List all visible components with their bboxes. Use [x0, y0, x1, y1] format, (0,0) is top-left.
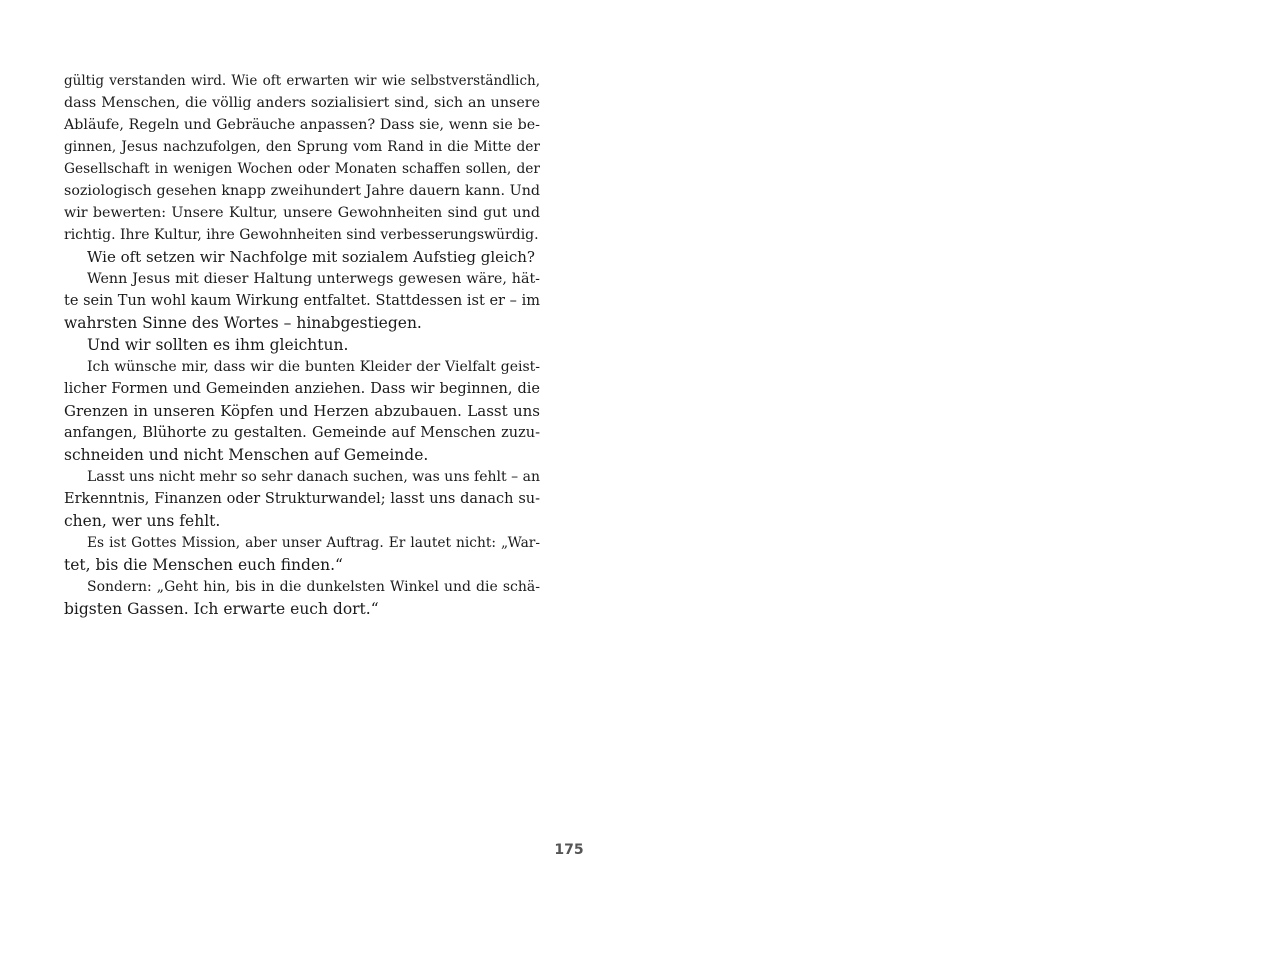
- text-line: gültig verstanden wird. Wie oft erwarten wir wie selbstverständlich,: [64, 73, 540, 89]
- text-line: wahrsten Sinne des Wortes – hinabgestiegen.: [64, 314, 422, 332]
- text-line: anfangen, Blühorte zu gestalten. Gemeinde auf Menschen zuzu-: [64, 425, 540, 441]
- body-text: [64, 70, 540, 620]
- text-line: te sein Tun wohl kaum Wirkung entfaltet. Stattdessen ist er – im: [64, 293, 540, 309]
- text-line: richtig. Ihre Kultur, ihre Gewohnheiten sind verbesserungswürdig.: [64, 227, 539, 243]
- text-line: Grenzen in unseren Köpfen und Herzen abzubauen. Lasst uns: [64, 402, 540, 420]
- text-line: dass Menschen, die völlig anders sozialisiert sind, sich an unsere: [64, 95, 540, 111]
- text-line: Und wir sollten es ihm gleichtun.: [87, 336, 349, 354]
- text-line: tet, bis die Menschen euch finden.“: [64, 556, 343, 574]
- page-number: 175: [554, 842, 584, 858]
- text-line: Sondern: „Geht hin, bis in die dunkelsten Winkel und die schä-: [87, 579, 540, 595]
- text-line: Ich wünsche mir, dass wir die bunten Kleider der Vielfalt geist-: [87, 359, 540, 375]
- text-line: Lasst uns nicht mehr so sehr danach suchen, was uns fehlt – an: [87, 469, 540, 485]
- text-line: soziologisch gesehen knapp zweihundert Jahre dauern kann. Und: [64, 183, 540, 199]
- text-line: Gesellschaft in wenigen Wochen oder Monaten schaffen sollen, der: [64, 161, 540, 177]
- text-line: licher Formen und Gemeinden anziehen. Dass wir beginnen, die: [64, 381, 540, 397]
- text-line: Es ist Gottes Mission, aber unser Auftrag. Er lautet nicht: „War-: [87, 535, 540, 551]
- text-line: Wie oft setzen wir Nachfolge mit sozialem Aufstieg gleich?: [87, 248, 535, 266]
- text-line: Abläufe, Regeln und Gebräuche anpassen? Dass sie, wenn sie be-: [64, 117, 540, 133]
- text-line: Wenn Jesus mit dieser Haltung unterwegs gewesen wäre, hät-: [87, 271, 540, 287]
- text-line: ginnen, Jesus nachzufolgen, den Sprung vom Rand in die Mitte der: [64, 139, 540, 155]
- text-line: wir bewerten: Unsere Kultur, unsere Gewohnheiten sind gut und: [64, 205, 540, 221]
- text-line: schneiden und nicht Menschen auf Gemeinde.: [64, 446, 429, 464]
- text-line: bigsten Gassen. Ich erwarte euch dort.“: [64, 600, 379, 618]
- text-line: Erkenntnis, Finanzen oder Strukturwandel; lasst uns danach su-: [64, 491, 540, 507]
- text-line: chen, wer uns fehlt.: [64, 512, 221, 530]
